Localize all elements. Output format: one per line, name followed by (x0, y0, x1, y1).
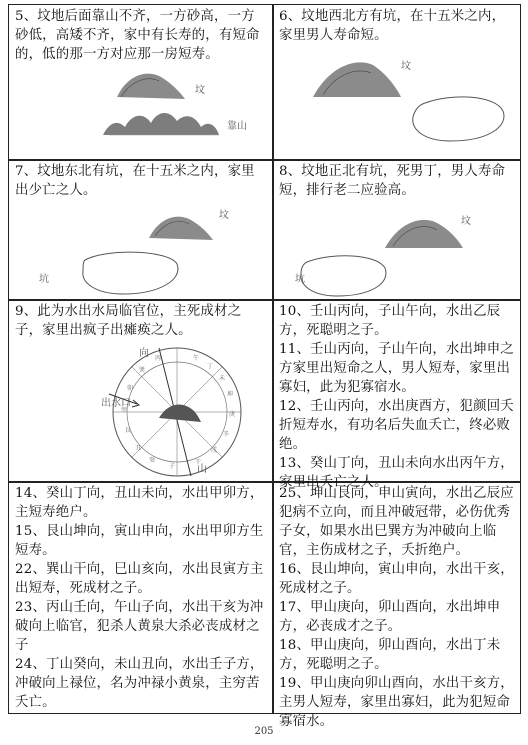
svg-text:干: 干 (195, 459, 202, 466)
grave-label: 坟 (219, 210, 229, 221)
svg-text:甲: 甲 (121, 407, 128, 414)
cell-items-25-19 (273, 482, 522, 729)
grave-label: 坟 (401, 61, 411, 72)
item-25-text: 25、坤山艮向，申山寅向，水出乙辰应犯病不立向，而且冲破冠带，必伤优秀子女，如果水出巳巽方为冲破向上临官，主伤成材之子，夭折绝户。 (279, 486, 514, 558)
svg-text:辛: 辛 (223, 431, 230, 438)
cell-item-9 (9, 300, 272, 481)
item-8-text: 8、坟地正北有坑，死男丁，男人寿命短，排行老二应验高。 (279, 164, 506, 198)
mountain-label: 山 (197, 464, 207, 475)
item-11-text: 11、壬山丙向，子山午向，水出坤申之方家里出短命之人，男人短寿，家里出寡妇，此为犯寡宿水。 (279, 342, 514, 395)
cell-items-14-24 (9, 482, 272, 715)
svg-text:庚: 庚 (229, 411, 236, 418)
compass-illustration (9, 340, 272, 480)
pit-label: 坑 (39, 274, 49, 285)
item-5-text: 5、坟地后面靠山不齐，一方砂高，一方砂低，高矮不齐，家中有长寿的，有短命的，低的那一方对应那一房短寿。 (15, 9, 260, 62)
item-10-text: 10、壬山丙向，子山午向，水出乙辰方，死聪明之子。 (279, 304, 501, 338)
item-19-text: 19、甲山庚向卯山酉向，水出干亥方，主男人短寿，家里出寡妇，此为犯短命寡宿水。 (279, 676, 514, 729)
page-number: 205 (254, 726, 274, 737)
facing-label: 向 (139, 348, 149, 359)
grave-pit-illustration (273, 45, 522, 157)
svg-text:巽: 巽 (139, 367, 146, 374)
pit-label: 坑 (295, 274, 305, 285)
svg-text:癸: 癸 (149, 457, 156, 464)
svg-text:未: 未 (219, 375, 226, 382)
mountain-label: 靠山 (227, 121, 247, 132)
item-6-text: 6、坟地西北方有坑，在十五米之内，家里男人寿命短。 (279, 9, 506, 43)
cell-item-6 (273, 5, 522, 159)
item-23-text: 23、丙山壬向，午山子向，水出干亥为冲破向上临官，犯杀人黄泉大杀必丧成材之子 (15, 600, 264, 653)
svg-text:卯: 卯 (127, 385, 134, 392)
items-10-13 (273, 300, 522, 492)
grave-pit-illustration (273, 200, 522, 298)
items-25-19 (273, 482, 522, 731)
item-24-text: 24、丁山癸向，未山丑向，水出壬子方，冲破向上禄位，名为冲禄小黄泉，主穷苦夭亡。 (15, 657, 264, 710)
svg-text:子: 子 (169, 463, 176, 470)
svg-text:午: 午 (193, 355, 200, 362)
item-16-text: 16、艮山坤向，寅山申向，水出干亥，死成材之子。 (279, 562, 514, 596)
cell-item-5 (9, 5, 272, 159)
svg-text:坤: 坤 (227, 391, 234, 398)
item-18-text: 18、甲山庚向，卯山酉向，水出丁未方，死聪明之子。 (279, 638, 501, 672)
cell-item-7 (9, 160, 272, 299)
item-14-text: 14、癸山丁向，丑山未向，水出甲卯方，主短寿绝户。 (15, 486, 264, 520)
item-13-text: 13、癸山丁向，丑山未向水出丙午方，家里出夭亡之人。 (279, 456, 514, 490)
item-9-text: 9、此为水出水局临官位，主死成材之子，家里出疯子出瘫痪之人。 (15, 304, 242, 338)
items-14-24 (9, 482, 272, 712)
svg-text:丁: 丁 (207, 363, 214, 370)
cell-item-8 (273, 160, 522, 299)
grave-mountain-illustration (9, 65, 272, 157)
item-17-text: 17、甲山庚向，卯山酉向，水出坤申方，必丧成才之子。 (279, 600, 501, 634)
item-22-text: 22、巽山干向，巳山亥向，水出艮寅方主出短寿，死成材之子。 (15, 562, 264, 596)
svg-text:丙: 丙 (155, 355, 162, 362)
svg-text:艮: 艮 (125, 427, 132, 434)
grave-label: 坟 (195, 85, 205, 96)
item-7-text: 7、坟地东北有坑，在十五米之内，家里出少亡之人。 (15, 164, 255, 198)
grave-label: 坟 (461, 216, 471, 227)
item-15-text: 15、艮山坤向，寅山申向，水出甲卯方生短寿。 (15, 524, 264, 558)
svg-text:丑: 丑 (135, 445, 142, 452)
content-table (8, 4, 521, 729)
water-outlet-label: 出水口 (101, 398, 131, 409)
svg-text:戌: 戌 (211, 447, 218, 454)
item-12-text: 12、壬山丙向，水出庚酉方，犯颜回夭折短寿水，有功名后失血夭亡，终必败绝。 (279, 399, 514, 452)
cell-items-10-13 (273, 300, 522, 490)
